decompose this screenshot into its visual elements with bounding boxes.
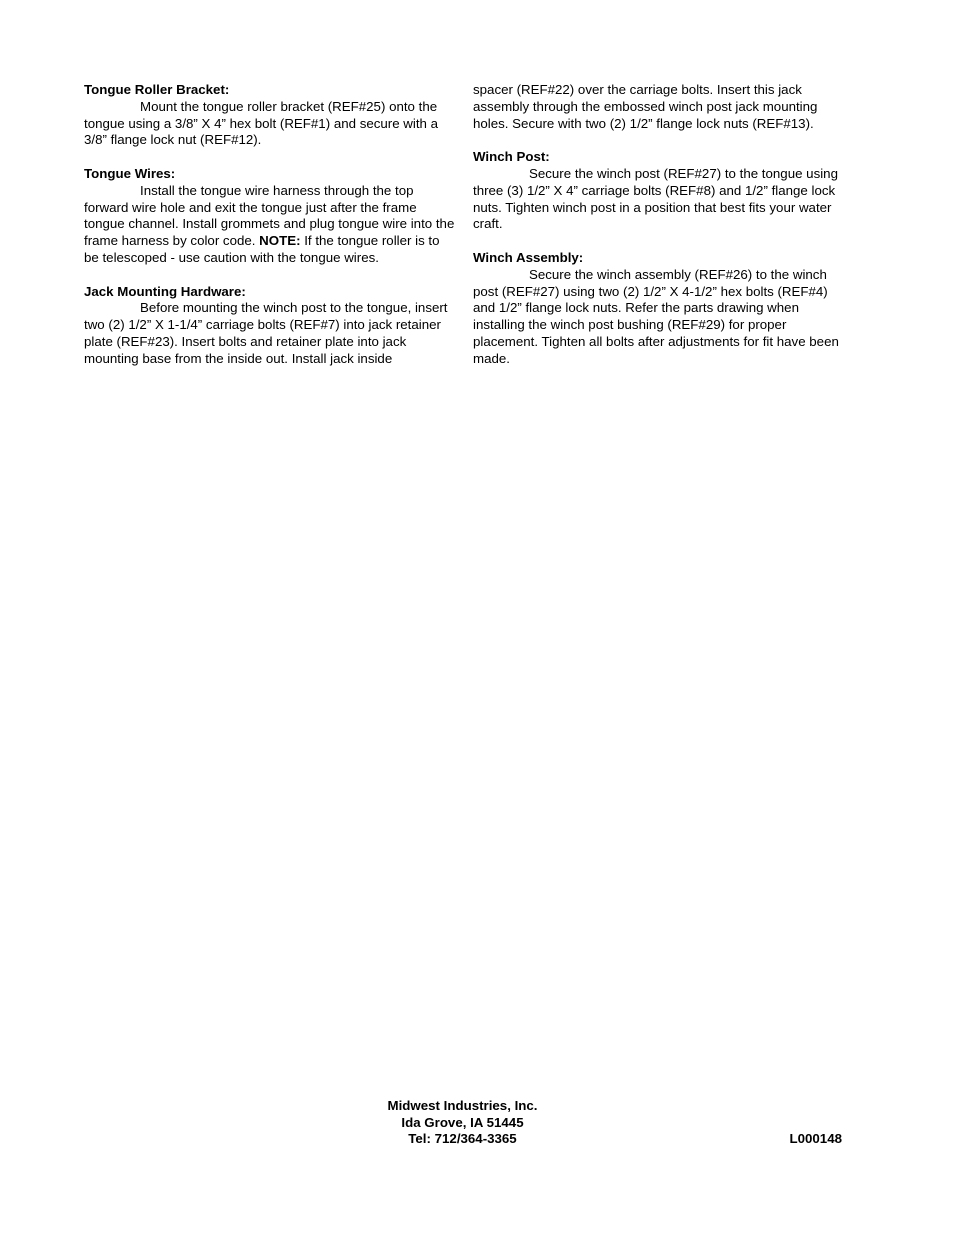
- section-body: Before mounting the winch post to the tongue, insert two (2) 1/2” X 1-1/4” carriage bolts (REF#7) into jack retainer plate (REF#23). Insert bolts and retainer plate into jack mounting base from the inside out. Install jack inside: [84, 300, 448, 366]
- section-tongue-wires: [84, 166, 456, 267]
- section-heading: Winch Post:: [473, 149, 550, 165]
- section-winch-assembly: [473, 250, 845, 368]
- company-footer: [300, 1098, 625, 1148]
- company-name: Midwest Industries, Inc.: [387, 1098, 538, 1113]
- section-body: Secure the winch assembly (REF#26) to the winch post (REF#27) using two (2) 1/2” X 4-1/2” hex bolts (REF#4) and 1/2” flange lock nuts. Refer the parts drawing when installing the winch post bushing (REF#29) for proper placement. Tighten all bolts after adjustments for fit have been made.: [473, 266, 839, 366]
- section-heading: Tongue Roller Bracket:: [84, 82, 230, 97]
- section-winch-post: [473, 149, 845, 233]
- section-jack-mounting-hardware: [84, 284, 456, 368]
- section-body: Secure the winch post (REF#27) to the tongue using three (3) 1/2” X 4” carriage bolts (REF#8) and 1/2” flange lock nuts. Tighten winch post in a position that best fits your water craft.: [473, 165, 838, 232]
- note-label: NOTE:: [259, 233, 301, 249]
- section-body: Mount the tongue roller bracket (REF#25) onto the tongue using a 3/8” X 4” hex bolt (REF#1) and secure with a 3/8” flange lock nut (REF#12).: [84, 98, 439, 148]
- section-heading: Tongue Wires:: [84, 165, 176, 181]
- company-phone: Tel: 712/364-3365: [408, 1131, 517, 1146]
- body-text: If the tongue roller is to be telescoped - use caution with the tongue wires.: [84, 233, 440, 265]
- section-jack-mounting-continued: [473, 82, 845, 132]
- document-code: L000148: [789, 1131, 842, 1146]
- right-column: [473, 82, 845, 384]
- body-text: Install the tongue wire harness through the top forward wire hole and exit the tongue just after the frame tongue channel. Install grommets and plug tongue wire into the frame harness by color code.: [84, 182, 455, 249]
- section-body: spacer (REF#22) over the carriage bolts. Insert this jack assembly through the embossed winch post jack mounting holes. Secure with two (2) 1/2” flange lock nuts (REF#13).: [473, 82, 818, 131]
- section-heading: Jack Mounting Hardware:: [84, 283, 246, 299]
- section-body: [84, 183, 456, 267]
- company-address: Ida Grove, IA 51445: [401, 1114, 524, 1130]
- left-column: [84, 82, 456, 384]
- section-tongue-roller-bracket: [84, 82, 456, 149]
- section-heading: Winch Assembly:: [473, 249, 584, 265]
